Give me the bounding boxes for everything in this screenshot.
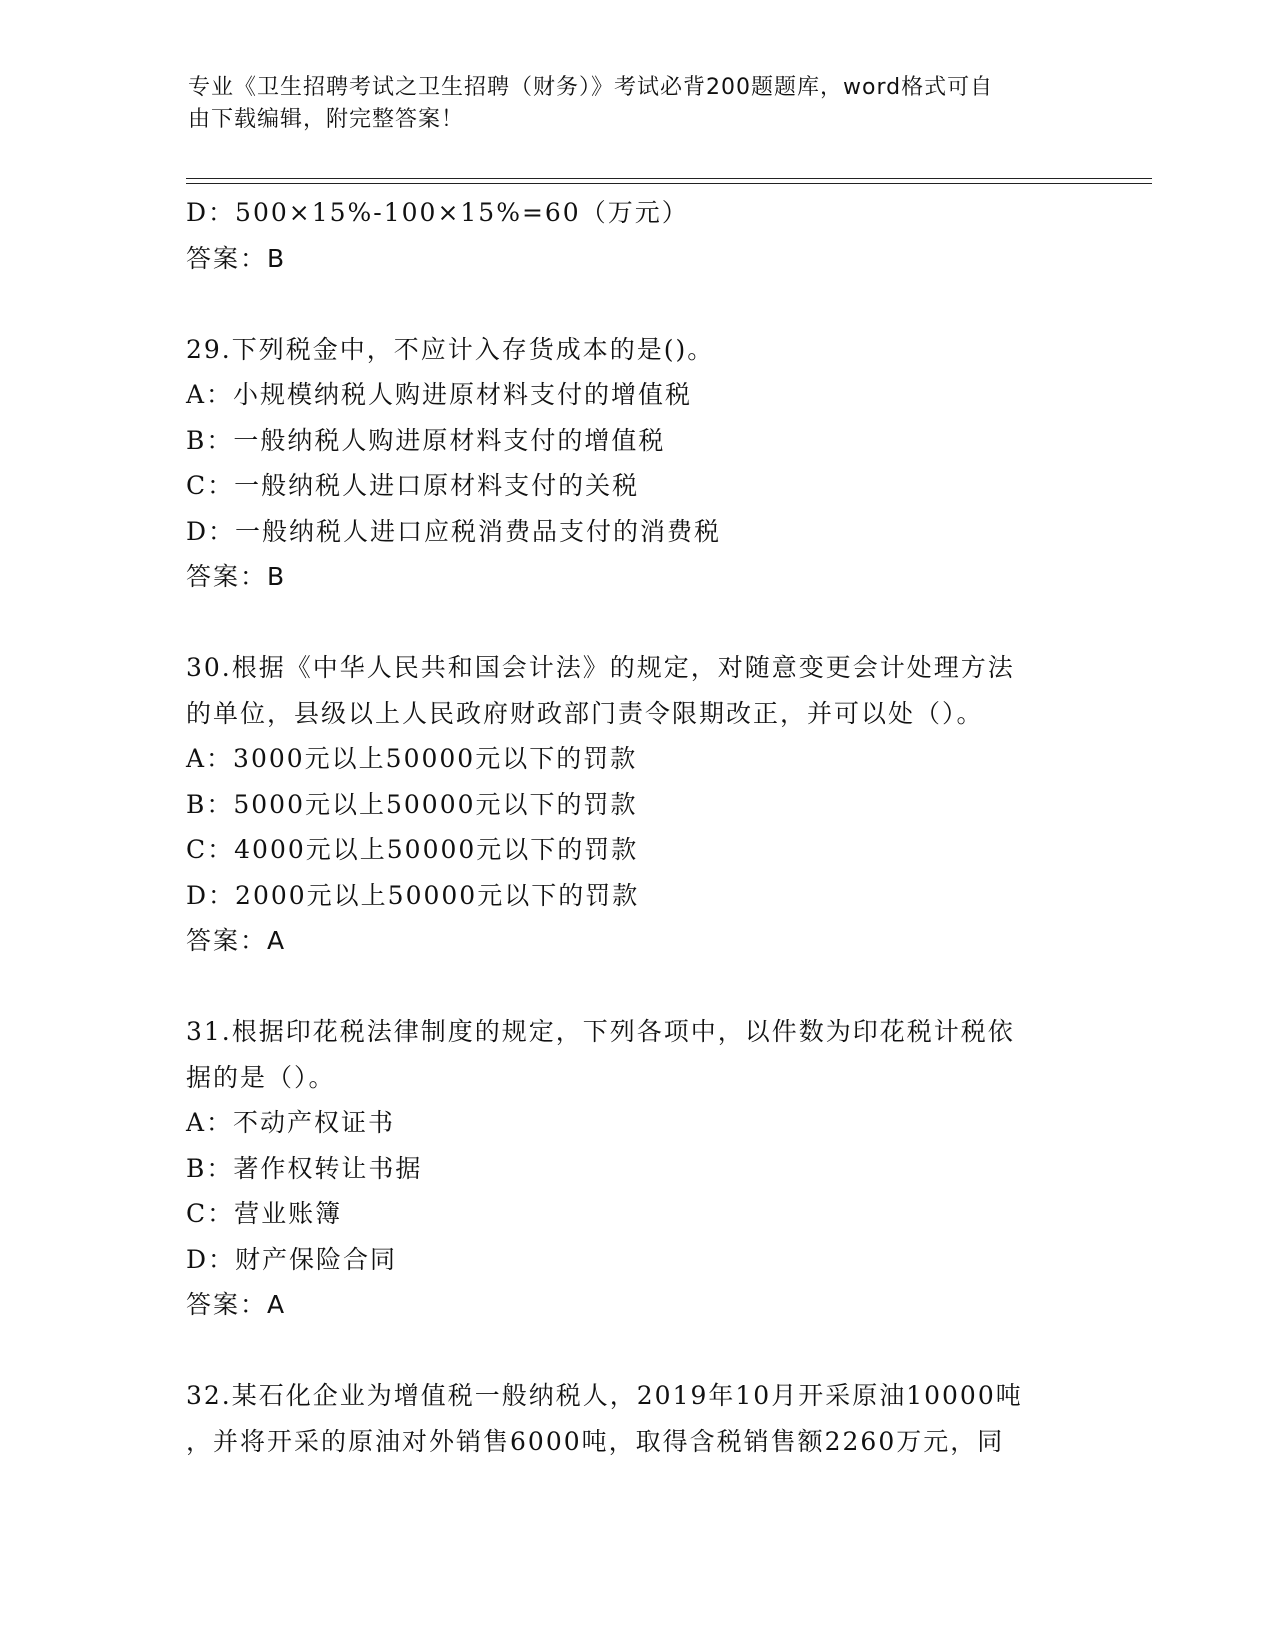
option-c: C：4000元以上50000元以下的罚款 <box>186 835 639 864</box>
header-line-1: 专业《卫生招聘考试之卫生招聘（财务）》考试必背200题题库，word格式可自 <box>188 75 994 100</box>
question-stem-line-2: 的单位，县级以上人民政府财政部门责令限期改正，并可以处（）。 <box>186 698 984 728</box>
question-29 <box>186 327 1086 600</box>
answer: 答案：B <box>186 562 287 591</box>
option-a: A：3000元以上50000元以下的罚款 <box>186 744 638 773</box>
question-stem: 29.下列税金中，不应计入存货成本的是()。 <box>186 334 715 364</box>
option-b: B：著作权转让书据 <box>186 1153 423 1183</box>
question-31 <box>186 1009 1086 1328</box>
answer: 答案：A <box>186 1290 287 1319</box>
option-d: D：500×15%-100×15%=60（万元） <box>186 198 689 227</box>
question-stem-line-1: 30.根据《中华人民共和国会计法》的规定，对随意变更会计处理方法 <box>186 653 1015 682</box>
previous-question-tail <box>186 190 1086 281</box>
answer: 答案：B <box>186 243 287 273</box>
option-c: C：营业账簿 <box>186 1199 343 1228</box>
option-a: A：不动产权证书 <box>186 1108 396 1137</box>
option-d: D：财产保险合同 <box>186 1244 398 1274</box>
question-content <box>186 190 1086 1464</box>
header-line-2: 由下载编辑，附完整答案！ <box>188 107 465 132</box>
option-a: A：小规模纳税人购进原材料支付的增值税 <box>186 380 693 409</box>
option-b: B：5000元以上50000元以下的罚款 <box>186 789 638 819</box>
question-stem-line-2: ，并将开采的原油对外销售6000吨，取得含税销售额2260万元，同 <box>186 1426 1005 1456</box>
header-divider-bottom <box>186 183 1152 184</box>
header-divider-top <box>186 178 1152 179</box>
question-32 <box>186 1373 1086 1464</box>
answer: 答案：A <box>186 926 287 955</box>
question-stem-line-2: 据的是（）。 <box>186 1062 336 1092</box>
option-c: C：一般纳税人进口原材料支付的关税 <box>186 471 640 500</box>
document-header <box>188 72 1068 136</box>
question-stem-line-1: 32.某石化企业为增值税一般纳税人，2019年10月开采原油10000吨 <box>186 1381 1023 1410</box>
option-d: D：2000元以上50000元以下的罚款 <box>186 880 640 910</box>
question-stem-line-1: 31.根据印花税法律制度的规定，下列各项中，以件数为印花税计税依 <box>186 1017 1015 1046</box>
option-b: B：一般纳税人购进原材料支付的增值税 <box>186 425 666 455</box>
question-30 <box>186 645 1086 964</box>
option-d: D：一般纳税人进口应税消费品支付的消费税 <box>186 516 722 546</box>
